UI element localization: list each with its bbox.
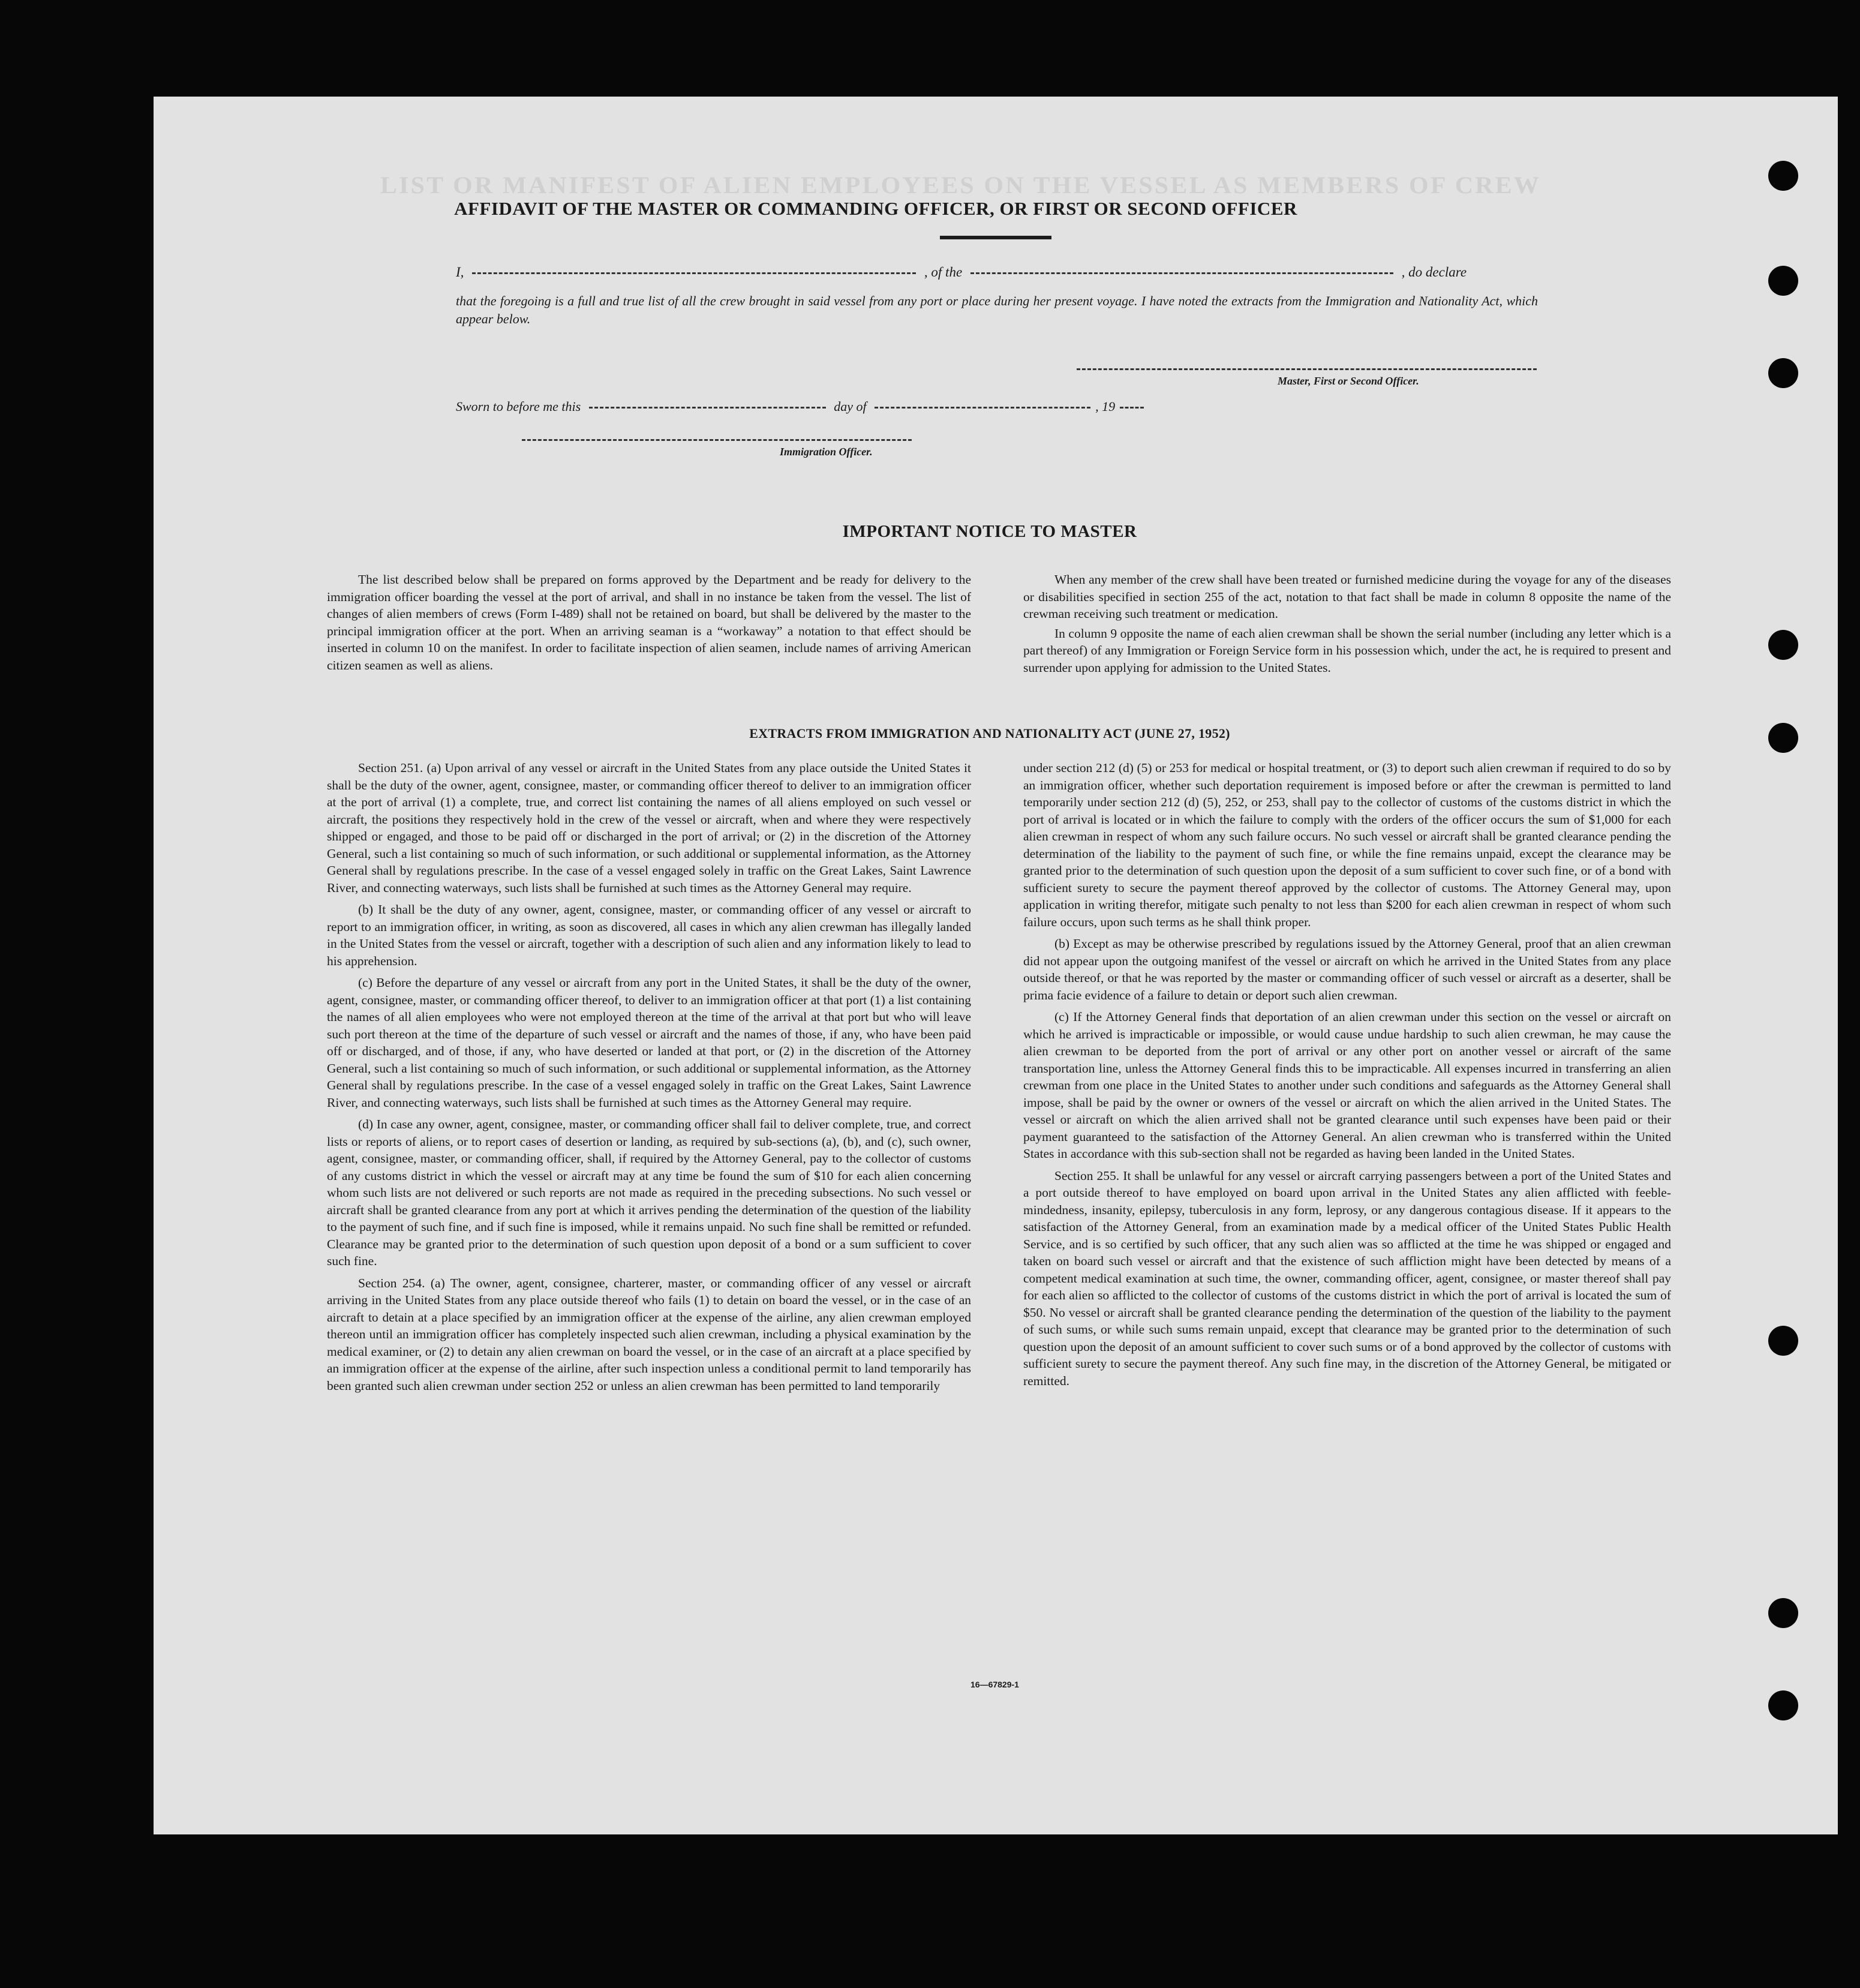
punch-hole: [1768, 358, 1798, 388]
punch-hole: [1768, 1598, 1798, 1628]
extract-paragraph: (c) Before the departure of any vessel or aircraft from any port in the United States, it shall be the duty of the owner, agent, consignee, master, or commanding officer thereof, to deliver to an immigration officer at that port (1) a list containing the names of all alien employees who were not employed thereon at the time of the arrival at that port but who will leave such port thereon at the time of the departure of such vessel or aircraft and the names of those, if any, who have been paid off or discharged, and of those, if any, who have deserted or landed at that port, or (2) in the discretion of the Attorney General, such a list containing so much of such information, or such additional or supplemental information, as the Attorney General shall by regulations prescribe. In the case of a vessel engaged solely in traffic on the Great Lakes, Saint Lawrence River, and connecting waterways, such lists shall be furnished at such times as the Attorney General may require.: [327, 975, 971, 1110]
punch-hole: [1768, 1326, 1798, 1356]
extracts-right-column: [1023, 759, 1671, 1394]
extract-paragraph: (b) Except as may be otherwise prescribed by regulations issued by the Attorney General, proof that an alien crewman did not appear upon the outgoing manifest of the vessel or aircraft on which he arrived in the United States from any place outside thereof, or that he was reported by the master or commanding officer of such vessel or aircraft as a deserter, shall be prima facie evidence of a failure to detain or deport such alien crewman.: [1023, 936, 1671, 1002]
sworn-day-field[interactable]: [589, 407, 826, 409]
extract-paragraph: (b) It shall be the duty of any owner, agent, consignee, master, or commanding officer of any vessel or aircraft to report to an immigration officer, in writing, as soon as discovered, all cases in which any alien crewman has illegally landed in the United States from the vessel or aircraft, together with a description of such alien and any information likely to lead to his apprehension.: [327, 902, 971, 968]
declarant-name-field[interactable]: [472, 272, 916, 274]
vessel-name-field[interactable]: [970, 272, 1393, 274]
declarant-prefix: I,: [456, 265, 464, 280]
extracts-left-column: [327, 759, 971, 1399]
notice-right-column: [1023, 571, 1671, 681]
year-prefix: , 19: [1095, 399, 1116, 414]
extract-paragraph: Section 251. (a) Upon arrival of any vessel or aircraft in the United States from any place outside the United States it shall be the duty of the owner, agent, consignee, master, or commanding officer thereof to deliver to an immigration officer at the port of arrival (1) a complete, true, and correct list containing the names of all aliens employed on such vessel or aircraft, the positions they respectively hold in the crew of the vessel or aircraft, when and where they were respectively shipped or engaged, and those to be paid off or discharged in the port of arrival; or (2) in the discretion of the Attorney General, such a list containing so much of such information, or such additional or supplemental information, as the Attorney General shall by regulations prescribe. In the case of a vessel engaged solely in traffic on the Great Lakes, Saint Lawrence River, and connecting waterways, such lists shall be furnished at such times as the Attorney General may require.: [327, 761, 971, 895]
extract-paragraph: (d) In case any owner, agent, consignee, master, or commanding officer shall fail to deliver complete, true, and correct lists or reports of aliens, or to report cases of desertion or landing, as required by sub-sections (a), (b), and (c), such owner, agent, consignee, master, or commanding officer, shall, if required by the Attorney General, pay to the collector of customs of any customs district in which the vessel or aircraft may at any time be found the sum of $10 for each alien concerning whom such lists are not delivered or such reports are not made as required in the preceding subsections. No such vessel or aircraft shall be granted clearance from any port at which it arrives pending the determination of the question of the liability to the payment of such fine, and if such fine is imposed, while it remains unpaid. No such fine shall be remitted or refunded. Clearance may be granted prior to the determination of such question upon deposit of a bond or a sum sufficient to cover such fine.: [327, 1117, 971, 1268]
notice-left-column: [327, 571, 971, 678]
master-signature-label: Master, First or Second Officer.: [1278, 375, 1419, 387]
sworn-month-field[interactable]: [875, 407, 1090, 409]
punch-hole: [1768, 266, 1798, 296]
punch-hole: [1768, 723, 1798, 753]
sworn-prefix: Sworn to before me this: [456, 399, 581, 414]
affidavit-title: AFFIDAVIT OF THE MASTER OR COMMANDING OFFICER, OR FIRST OR SECOND OFFICER: [454, 198, 1297, 219]
sworn-line: [456, 398, 1236, 415]
declaration-line: [456, 264, 1538, 281]
day-of-label: day of: [834, 399, 867, 414]
extract-paragraph: under section 212 (d) (5) or 253 for medical or hospital treatment, or (3) to deport such alien crewman if required to do so by an immigration officer, whether such deportation requirement is imposed before or after the crewman is permitted to land temporarily under section 212 (d) (5), 252, or 253, shall pay to the collector of customs of the customs district in which the port of arrival is located or in which the failure to comply with the orders of the officer occurs the sum of $1,000 for each alien crewman in respect of whom any such failure occurs. No such vessel or aircraft shall be granted clearance pending the determination of the liability to the payment of such fine, or while the fine remains unpaid, except the clearance may be granted prior to the determination of such question upon the deposit of a sum sufficient to cover such fine, or of a bond with sufficient surety to secure the payment thereof approved by the collector of customs. The Attorney General may, upon application in writing therefor, mitigate such penalty to not less than $200 for each alien crewman in respect of whom such failure occurs, upon such terms as he shall think proper.: [1023, 761, 1671, 929]
form-number: 16—67829-1: [970, 1680, 1019, 1689]
notice-paragraph: When any member of the crew shall have been treated or furnished medicine during the voyage for any of the diseases or disabilities specified in section 255 of the act, notation to that fact shall be made in column 8 opposite the name of the crewman receiving such treatment or medication.: [1023, 572, 1671, 621]
punch-hole: [1768, 1690, 1798, 1720]
title-rule: [940, 236, 1051, 239]
punch-hole: [1768, 161, 1798, 191]
notice-paragraph: The list described below shall be prepared on forms approved by the Department and be ready for delivery to the immigration officer boarding the vessel at the port of arrival, and shall in no instance be taken from the vessel. The list of changes of alien members of crews (Form I-489) shall not be retained on board, but shall be delivered by the master to the principal immigration officer at the port. When an arriving seaman is a “workaway” a notation to that effect should be inserted in column 10 on the manifest. In order to facilitate inspection of alien seamen, include names of arriving American citizen seamen as well as aliens.: [327, 572, 971, 672]
extract-paragraph: Section 254. (a) The owner, agent, consignee, charterer, master, or commanding officer of any vessel or aircraft arriving in the United States from any place outside thereof who fails (1) to detain on board the vessel, or in the case of an aircraft to detain at a place specified by an immigration officer at the expense of the airline, any alien crewman employed thereon until an immigration officer has completely inspected such alien crewman, including a physical examination by the medical examiner, or (2) to detain any alien crewman on board the vessel, or in the case of an aircraft at a place specified by an immigration officer at the expense of the airline, after such inspection unless a conditional permit to land temporarily has been granted such alien crewman under section 252 or unless an alien crewman has been permitted to land temporarily: [327, 1275, 971, 1393]
immigration-officer-signature-field[interactable]: [522, 439, 912, 441]
notice-title: IMPORTANT NOTICE TO MASTER: [842, 522, 1137, 541]
of-the-label: , of the: [924, 265, 963, 280]
do-declare-label: , do declare: [1401, 265, 1467, 280]
notice-paragraph: In column 9 opposite the name of each alien crewman shall be shown the serial number (including any letter which is a part thereof) of any Immigration or Foreign Service form in his possession which, under the act, he is required to present and surrender upon applying for admission to the United States.: [1023, 626, 1671, 675]
extract-paragraph: (c) If the Attorney General finds that deportation of an alien crewman under this section on the vessel or aircraft on which he arrived is impracticable or impossible, or would cause undue hardship to such alien crewman, he may cause the alien crewman to be deported from the port of arrival or any other port on another vessel or aircraft of the same transportation line, unless the Attorney General finds this to be impracticable. All expenses incurred in transferring an alien crewman from one place in the United States to another under such conditions and safeguards as the Attorney General shall impose, shall be paid by the owner or owners of the vessel or aircraft on which the alien arrived in the United States. The vessel or aircraft on which the alien arrived shall not be granted clearance until such expenses have been paid or their payment guaranteed to the satisfaction of the Attorney General. An alien crewman who is transferred within the United States in accordance with this sub-section shall not be regarded as having been landed in the United States.: [1023, 1010, 1671, 1161]
punch-hole: [1768, 630, 1798, 660]
bleed-through-text: LIST OR MANIFEST OF ALIEN EMPLOYEES ON THE VESSEL AS MEMBERS OF CREW: [380, 172, 1542, 199]
affidavit-statement: that the foregoing is a full and true list of all the crew brought in said vessel from any port or place during her present voyage. I have noted the extracts from the Immigration and Nationality Act, which appear below.: [456, 293, 1538, 326]
sworn-year-field[interactable]: [1120, 407, 1144, 409]
extract-paragraph: Section 255. It shall be unlawful for any vessel or aircraft carrying passengers between a port of the United States and a port outside thereof to have employed on board upon arrival in the United States any alien afflicted with feeble-mindedness, insanity, epilepsy, tuberculosis in any form, leprosy, or any dangerous contagious disease. If it appears to the satisfaction of the Attorney General, from an examination made by a medical officer of the United States Public Health Service, and is so certified by such officer, that any such alien was so afflicted at the time he was shipped or engaged and taken on board such vessel or aircraft and that the existence of such affliction might have been detected by means of a competent medical examination at such time, the owner, commanding officer, agent, consignee, or master thereof shall pay for each alien so afflicted to the collector of customs of the customs district in which the port of arrival is located the sum of $50. No vessel or aircraft shall be granted clearance pending the determination of the question of the liability to the payment of such sums, or while such sums remain unpaid, except that clearance may be granted prior to the determination of such question upon the deposit of an amount sufficient to cover such sums or of a bond approved by the collector of customs with sufficient surety to secure the payment thereof. Any such fine may, in the discretion of the Attorney General, be mitigated or remitted.: [1023, 1168, 1671, 1388]
extracts-title: EXTRACTS FROM IMMIGRATION AND NATIONALITY ACT (JUNE 27, 1952): [749, 726, 1230, 741]
immigration-officer-label: Immigration Officer.: [780, 446, 873, 458]
master-signature-field[interactable]: [1077, 368, 1537, 370]
